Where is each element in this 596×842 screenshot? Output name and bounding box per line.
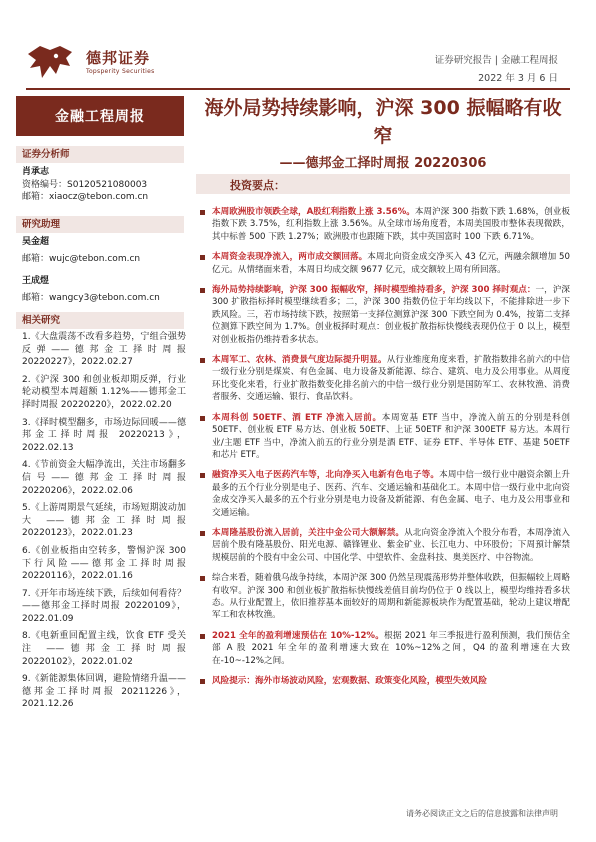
analyst-name: 肖承志 (22, 167, 50, 177)
bullet-square-icon (200, 679, 205, 684)
keypoint-lead: 本周资金表现净流入，两市成交额回落。 (212, 252, 368, 263)
keypoint-item (200, 469, 570, 519)
related-item[interactable]: 4.《节前资金大幅净流出，关注市场翻多信号——德邦金工择时周报 20220206》，2022.02.06 (22, 460, 186, 496)
company-logo-icon (26, 44, 76, 82)
related-item[interactable]: 9.《新能源集体回调，避险情绪升温——德邦金工择时周报 20211226》，2021.12.26 (22, 674, 186, 710)
keypoint-item (200, 630, 570, 667)
disclaimer-footer: 请务必阅读正文之后的信息披露和法律声明 (406, 809, 558, 818)
assistant-name: 王成煜 (22, 276, 50, 286)
related-item[interactable]: 7.《开年市场连续下跌，后续如何看待？——德邦金工择时周报 20220109》，2022.01.09 (22, 588, 186, 624)
bullet-square-icon (200, 416, 205, 421)
related-research-list (22, 331, 186, 716)
keypoint-body: 本周北向资金成交净买入 43 亿元，两融余额增加 50 亿元。从情绪面来看，本周日均成交额 9677 亿元，成交额较上周有所回落。 (212, 252, 570, 275)
keypoint-body: 本周沪深 300 指数下跌 1.68%，创业板指数下跌 3.75%，红利指数上涨 3.56%。从全球市场角度看，本周美国股市整体表现微跌，其中标普 500 下跌 1.27%；欧洲股市也跟随下跌，其中英国富时 100 下跌 6.71%。 (212, 207, 570, 242)
assistant-section-heading: 研究助理 (16, 216, 184, 233)
assistant-info-2 (22, 275, 160, 304)
keypoints-heading: 投资要点： (230, 179, 285, 192)
keypoint-body: 综合来看，随着俄乌战争持续，本周沪深 300 仍然呈现震荡形势并整体收跌，但振幅较上周略有收窄。沪深 300 和创业板扩散指标快慢线差值目前均仍位于 0 线以上，模型均维持看多状态。从行业配置上，依旧推荐基本面较好的周期和新能源板块作为配置基础，轮动上建议增配军工和农林牧渔。 (212, 573, 570, 621)
keypoint-lead: 本周欧洲股市领跌全球，A股红利指数上涨 3.56%。 (212, 207, 415, 217)
related-item[interactable]: 1.《大盘震荡不改看多趋势，宁组合强势反弹——德邦金工择时周报 20220227》，2022.02.27 (22, 332, 186, 368)
bullet-square-icon (200, 255, 205, 260)
keypoint-lead: 风险提示：海外市场波动风险，宏观数据、政策变化风险，模型失效风险 (212, 676, 488, 686)
keypoint-lead: 本周科创 50ETF、酒 ETF 净流入居前。 (212, 412, 382, 423)
keypoint-item (200, 354, 570, 404)
keypoint-item (200, 527, 570, 564)
analyst-cert: 资格编号：S0120521080003 (22, 179, 148, 190)
keypoint-body: 根据 2021 年三季报进行盈利预测，我们预估全部 A 股 2021 年全年的盈利增速大致在 10%~12%之间，Q4 的盈利增速在大致在-10~-12%之间。 (212, 630, 571, 666)
related-section-heading: 相关研究 (16, 312, 184, 329)
bullet-square-icon (200, 531, 205, 536)
assistant-email[interactable]: 邮箱：wujc@tebon.com.cn (22, 253, 141, 264)
keypoint-body: 本周中信一级行业中融资余额上升最多的五个行业分别是电子、医药、汽车、交通运输和基础化工。本周中信一级行业中北向资金成交净买入最多的五个行业分别是电力设备及新能源、有色金属、电子、电力及公用事业和交通运输。 (212, 470, 570, 518)
keypoint-item (200, 572, 570, 622)
keypoint-body: 从行业维度角度来看，扩散指数排名前六的中信一级行业分别是煤炭、有色金属、电力设备及新能源、综合、建筑、电力及公用事业。从周度环比变化来看，行业扩散指数变化排名前六的中信一级行业分别是国防军工、农林牧渔、消费者服务、交通运输、银行、食品饮料。 (212, 355, 570, 403)
keypoint-item (200, 206, 570, 243)
keypoint-item (200, 412, 570, 462)
sidebar-title: 金融工程周报 (16, 96, 184, 136)
bullet-square-icon (200, 634, 205, 639)
assistant-email[interactable]: 邮箱：wangcy3@tebon.com.cn (22, 292, 160, 303)
keypoint-item (200, 284, 570, 346)
brand-name: 德邦证券 (86, 49, 151, 67)
analyst-section-heading: 证券分析师 (16, 146, 184, 163)
related-item[interactable]: 8.《电新重回配置主线，饮食 ETF 受关注 ——德邦金工择时周报 20220102》，2022.01.02 (22, 631, 186, 667)
related-item[interactable]: 5.《上游周期景气延续，市场短期波动加大 ——德邦金工择时周报 20220123》，2022.01.23 (22, 503, 186, 539)
bullet-square-icon (200, 473, 205, 478)
report-date: 2022 年 3 月 6 日 (478, 73, 558, 84)
bullet-square-icon (200, 210, 205, 215)
keypoint-item (200, 251, 570, 276)
keypoint-lead: 本周军工、农林、消费景气度边际提升明显。 (212, 355, 387, 366)
keypoint-lead: 本周隆基股份流入居前，关注中金公司大额解禁。 (212, 527, 405, 538)
assistant-info-1 (22, 236, 140, 265)
keypoint-item (200, 675, 570, 687)
related-item[interactable]: 6.《创业板指由空转多，警惕沪深 300 下行风险——德邦金工择时周报 20220116》，2022.01.16 (22, 545, 186, 582)
keypoint-body: 一，沪深 300 扩散指标择时模型继续看多；二，沪深 300 指数仍位于年均线以下，不能排除进一步下跌风险。三，若市场持续下跌，按照第一支择位测算沪深 300 下跌空间为 0.4%，按第二支择位测算下跌空间为 1.7%。创业板择时观点：创业板扩散指标快慢线表现仍位于 0 以上，模型对创业板指仍维持看多状态。 (212, 285, 570, 345)
keypoint-lead: 海外局势持续影响，沪深 300 振幅收窄，择时模型维持看多，沪深 300 择时观点： (212, 285, 536, 296)
report-title: 海外局势持续影响，沪深 300 振幅略有收窄 (204, 97, 562, 147)
keypoint-body: 本周宽基 ETF 当中，净流入前五的分别是科创 50ETF、创业板 ETF 易方达、创业板 50ETF、上证 50ETF 和沪深 300ETF 易方达。本周行业/主题 ETF 当中，净流入前五的行业分别是酒 ETF、证券 ETF、半导体 ETF、基建 50ETF 和芯片 ETF。 (212, 412, 570, 460)
related-item[interactable]: 2.《沪深 300 和创业板却期反弹，行业轮动模型本周超额 1.12%——德邦金工择时周报 20220220》，2022.02.20 (22, 374, 186, 410)
bullet-square-icon (200, 576, 205, 581)
analyst-email[interactable]: 邮箱：xiaocz@tebon.com.cn (22, 192, 149, 202)
related-item[interactable]: 3.《择时模型翻多，市场边际回暖——德邦金工择时周报 20220213》，2022.02.13 (22, 417, 186, 453)
keypoints-list (200, 206, 570, 695)
keypoint-lead: 2021 全年的盈利增速预估在 10%-12%。 (212, 630, 385, 641)
report-subtitle: ——德邦金工择时周报 20220306 (279, 156, 487, 171)
bullet-square-icon (200, 358, 205, 363)
analyst-info (22, 166, 148, 204)
brand-name-en: Topsperity Securities (86, 68, 155, 75)
assistant-name: 吴金超 (22, 237, 50, 247)
keypoint-lead: 融资净买入电子医药汽车等，北向净买入电新有色电子等。 (212, 470, 440, 481)
header-divider (26, 88, 570, 90)
keypoint-body: 从北向资金净流入个股分布看，本周净流入居前个股有隆基股份、阳光电源、赣锋锂业、紫金矿业、长江电力、中环股份；下周預计解禁规模居前的个股有中金公司、中国化学、中望软件、金盘科技、奥美医疗、中谷物流。 (212, 527, 570, 563)
bullet-square-icon (200, 288, 205, 293)
report-type: 证券研究报告 | 金融工程周报 (434, 55, 558, 66)
